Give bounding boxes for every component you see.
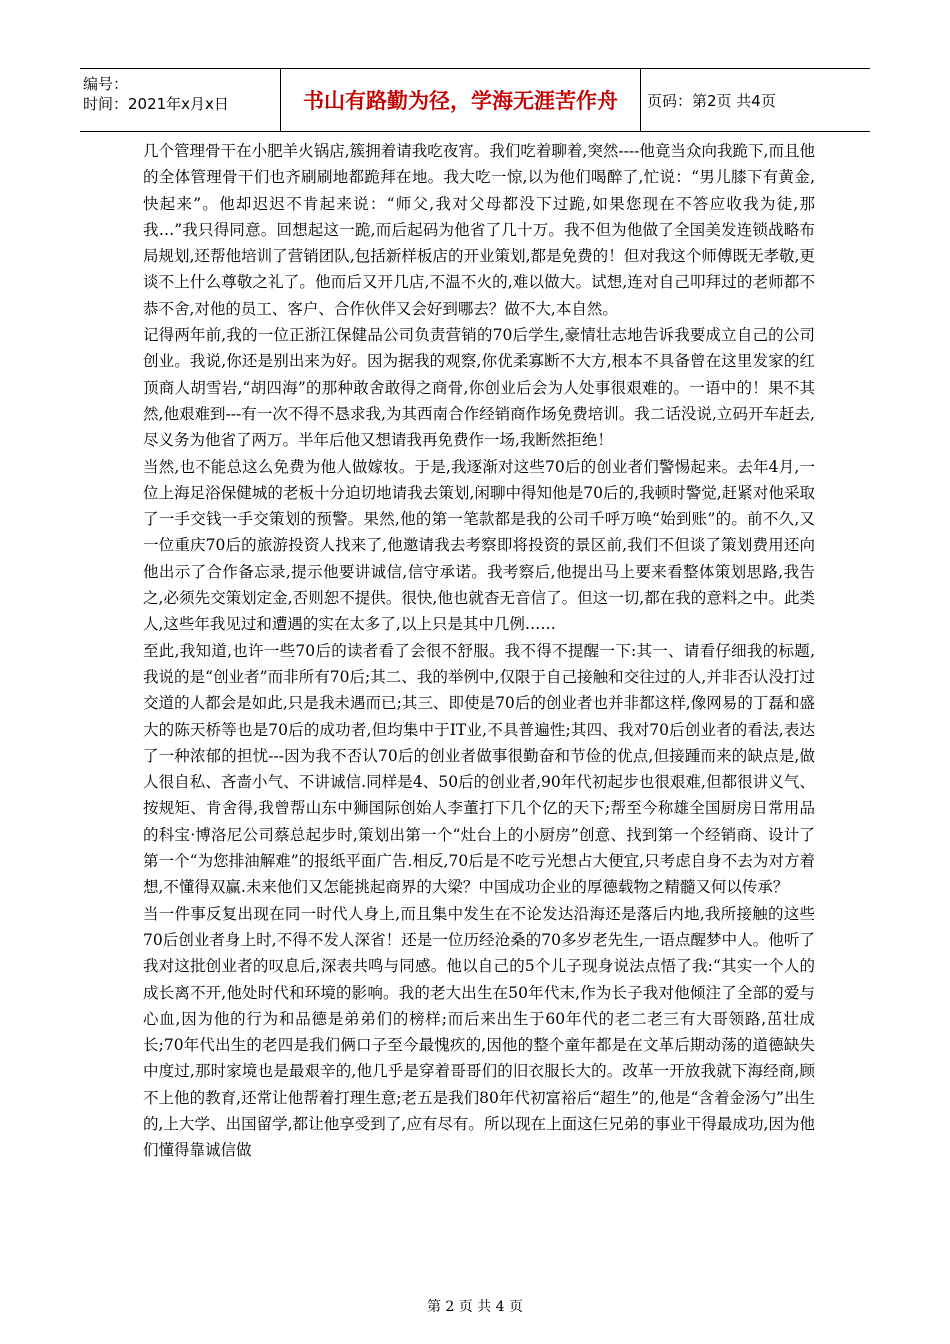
- header-page-label: 页码：第2页 共4页: [647, 91, 776, 110]
- body-paragraph: 记得两年前,我的一位正浙江保健品公司负责营销的70后学生,豪情壮志地告诉我要成立自己的公司创业。我说,你还是别出来为好。因为据我的观察,你优柔寡断不大方,根本不具备曾在这里发家的红顶商人胡雪岩,“胡四海”的那种敢舍敢得之商骨,你创业后会为人处事很艰难的。一语中的！果不其然,他艰难到---有一次不得不恳求我,为其西南合作经销商作场免费培训。我二话没说,立码开车赶去,尽义务为他省了两万。半年后他又想请我再免费作一场,我断然拒绝！: [143, 326, 815, 450]
- page-header: [80, 68, 870, 132]
- header-slogan: 书山有路勤为径，学海无涯苦作舟: [281, 69, 641, 131]
- page-footer: 第 2 页 共 4 页: [426, 1299, 524, 1315]
- document-body: [143, 138, 815, 1164]
- body-paragraph: 至此,我知道,也许一些70后的读者看了会很不舒服。我不得不提醒一下:其一、请看仔细我的标题,我说的是“创业者”而非所有70后;其二、我的举例中,仅限于自己接触和交往过的人,并非否认没打过交道的人都会是如此,只是我未遇而已;其三、即使是70后的创业者也并非都这样,像网易的丁磊和盛大的陈天桥等也是70后的成功者,但均集中于IT业,不具普遍性;其四、我对70后创业者的看法,表达了一种浓郁的担忧---因为我不否认70后的创业者做事很勤奋和节俭的优点,但接踵而来的缺点是,做人很自私、吝啬小气、不讲诚信.同样是4、50后的创业者,90年代初起步也很艰难,但都很讲义气、按规矩、肯舍得,我曾帮山东中狮国际创始人李董打下几个亿的天下;帮至今称雄全国厨房日常用品的科宝·博洛尼公司蔡总起步时,策划出第一个“灶台上的小厨房”创意、找到第一个经销商、设计了第一个“为您排油解难”的报纸平面广告.相反,70后是不吃亏光想占大便宜,只考虑自身不去为对方着想,不懂得双赢.未来他们又怎能挑起商界的大梁？中国成功企业的厚德载物之精髓又何以传承？: [143, 641, 815, 897]
- document-time-label: 时间：2021年x月x日: [83, 95, 229, 113]
- body-paragraph: 几个管理骨干在小肥羊火锅店,簇拥着请我吃夜宵。我们吃着聊着,突然----他竟当众向我跪下,而且他的全体管理骨干们也齐刷刷地都跪拜在地。我大吃一惊,以为他们喝醉了,忙说：“男儿膝下有黄金,快起来”。他却迟迟不肯起来说：“师父,我对父母都没下过跪,如果您现在不答应收我为徒,那我…”我只得同意。回想起这一跪,而后起码为他省了几十万。我不但为他做了全国美发连锁战略布局规划,还帮他培训了营销团队,包括新样板店的开业策划,都是免费的！但对我这个师傅既无孝敬,更谈不上什么尊敬之礼了。他而后又开几店,不温不火的,难以做大。试想,连对自己叩拜过的老师都不恭不舍,对他的员工、客户、合作伙伴又会好到哪去？做不大,本自然。: [143, 142, 815, 318]
- header-meta: [80, 69, 281, 131]
- document-number-label: 编号：: [83, 75, 129, 93]
- body-paragraph: 当然,也不能总这么免费为他人做嫁妆。于是,我逐渐对这些70后的创业者们警惕起来。去年4月,一位上海足浴保健城的老板十分迫切地请我去策划,闲聊中得知他是70后的,我顿时警觉,赶紧对他采取了一手交钱一手交策划的预警。果然,他的第一笔款都是我的公司千呼万唤“始到账”的。前不久,又一位重庆70后的旅游投资人找来了,他邀请我去考察即将投资的景区前,我们不但谈了策划费用还向他出示了合作备忘录,提示他要讲诚信,信守承诺。我考察后,他提出马上要来看整体策划思路,我告之,必须先交策划定金,否则恕不提供。很快,他也就杳无音信了。但这一切,都在我的意料之中。此类人,这些年我见过和遭遇的实在太多了,以上只是其中几例……: [143, 457, 815, 634]
- body-paragraph: 当一件事反复出现在同一时代人身上,而且集中发生在不论发达沿海还是落后内地,我所接触的这些70后创业者身上时,不得不发人深省！还是一位历经沧桑的70多岁老先生,一语点醒梦中人。他听了我对这批创业者的叹息后,深表共鸣与同感。他以自己的5个儿子现身说法点悟了我:“其实一个人的成长离不开,他处时代和环境的影响。我的老大出生在50年代末,作为长子我对他倾注了全部的爱与心血,因为他的行为和品德是弟弟们的榜样;而后来出生于60年代的老二老三有大哥领路,茁壮成长;70年代出生的老四是我们俩口子至今最愧疚的,因他的整个童年都是在文革后期动荡的道德缺失中度过,那时家境也是最艰辛的,他几乎是穿着哥哥们的旧衣服长大的。改革一开放我就下海经商,顾不上他的教育,还常让他帮着打理生意;老五是我们80年代初富裕后“超生”的,他是“含着金汤勺”出生的,上大学、出国留学,都让他享受到了,应有尽有。所以现在上面这仨兄弟的事业干得最成功,因为他们懂得靠诚信做: [143, 904, 815, 1160]
